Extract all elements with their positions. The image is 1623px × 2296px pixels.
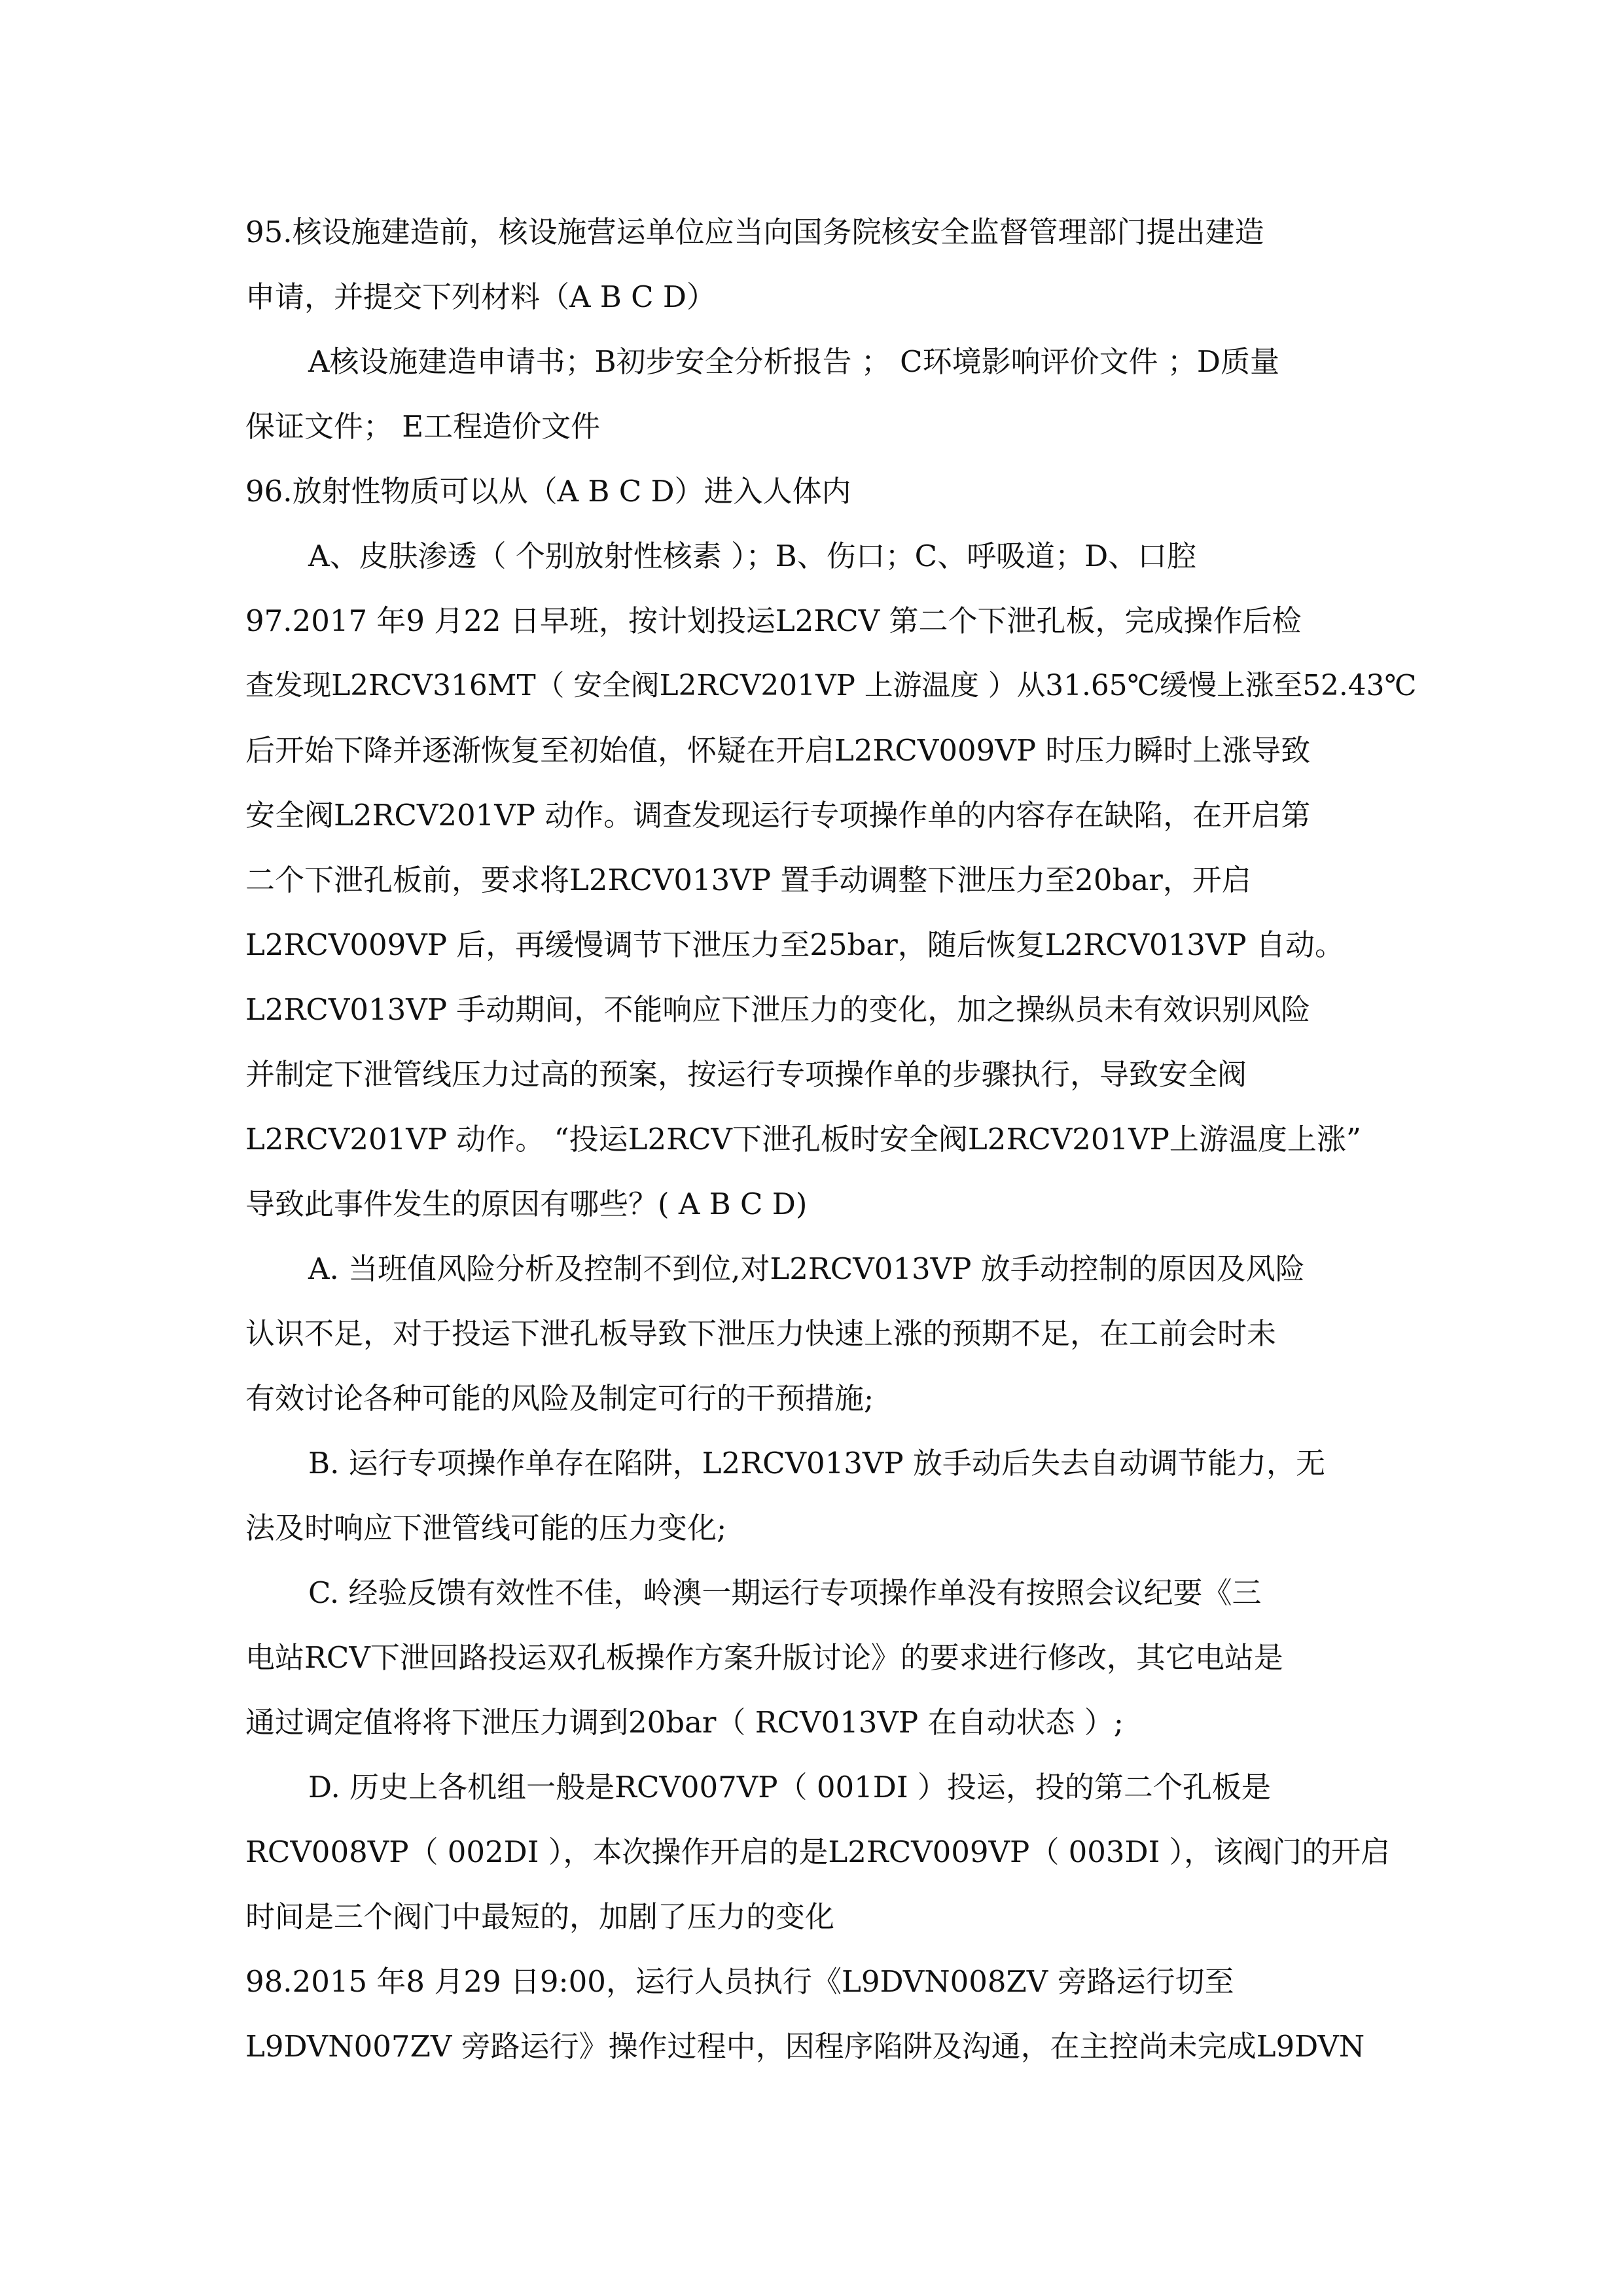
text-line: D. 历史上各机组一般是RCV007VP（ 001DI ）投运，投的第二个孔板是	[308, 1770, 1271, 1804]
text-line: 后开始下降并逐渐恢复至初始值，怀疑在开启L2RCV009VP 时压力瞬时上涨导致	[245, 733, 1311, 768]
text-line: 97.2017 年9 月22 日早班，按计划投运L2RCV 第二个下泄孔板，完成操作后检	[245, 603, 1302, 638]
text-line: A核设施建造申请书；B初步安全分析报告 ； C环境影响评价文件 ；D质量	[308, 344, 1279, 379]
text-line: 96.放射性物质可以从（A B C D）进入人体内	[245, 474, 851, 509]
text-line: L9DVN007ZV 旁路运行》操作过程中，因程序陷阱及沟通，在主控尚未完成L9DVN	[245, 2029, 1365, 2064]
text-line: 并制定下泄管线压力过高的预案，按运行专项操作单的步骤执行，导致安全阀	[245, 1057, 1247, 1092]
text-line: RCV008VP（ 002DI ），本次操作开启的是L2RCV009VP（ 003DI ），该阀门的开启	[245, 1835, 1391, 1869]
text-line: 电站RCV下泄回路投运双孔板操作方案升版讨论》的要求进行修改，其它电站是	[245, 1640, 1283, 1675]
text-line: 95.核设施建造前，核设施营运单位应当向国务院核安全监督管理部门提出建造	[245, 215, 1264, 249]
text-line: 通过调定值将将下泄压力调到20bar（ RCV013VP 在自动状态 ）;	[245, 1705, 1124, 1740]
text-line: 认识不足，对于投运下泄孔板导致下泄压力快速上涨的预期不足，在工前会时未	[245, 1316, 1277, 1351]
text-line: L2RCV201VP 动作。 “投运L2RCV下泄孔板时安全阀L2RCV201VP上游温度上涨”	[245, 1122, 1361, 1157]
text-line: L2RCV013VP 手动期间，不能响应下泄压力的变化，加之操纵员未有效识别风险	[245, 992, 1311, 1027]
text-line: A、皮肤渗透（ 个别放射性核素 ）；B、伤口；C、呼吸道；D、口腔	[308, 539, 1197, 573]
document-body	[245, 200, 1417, 2079]
text-line: 法及时响应下泄管线可能的压力变化;	[245, 1511, 727, 1545]
text-line: 时间是三个阀门中最短的，加剧了压力的变化	[245, 1899, 835, 1934]
text-line: 98.2015 年8 月29 日9:00，运行人员执行《L9DVN008ZV 旁路运行切至	[245, 1964, 1234, 1999]
text-line: C. 经验反馈有效性不佳，岭澳一期运行专项操作单没有按照会议纪要《三	[308, 1575, 1262, 1610]
text-line: L2RCV009VP 后，再缓慢调节下泄压力至25bar，随后恢复L2RCV013VP 自动。	[245, 927, 1344, 962]
text-line: B. 运行专项操作单存在陷阱，L2RCV013VP 放手动后失去自动调节能力，无	[308, 1446, 1325, 1480]
text-line: 安全阀L2RCV201VP 动作。调查发现运行专项操作单的内容存在缺陷，在开启第	[245, 798, 1311, 833]
text-line: 有效讨论各种可能的风险及制定可行的干预措施;	[245, 1381, 874, 1416]
text-line: A. 当班值风险分析及控制不到位,对L2RCV013VP 放手动控制的原因及风险	[308, 1251, 1305, 1286]
text-line: 申请，并提交下列材料（A B C D）	[245, 279, 716, 314]
text-line: 二个下泄孔板前，要求将L2RCV013VP 置手动调整下泄压力至20bar，开启	[245, 863, 1251, 897]
text-line: 导致此事件发生的原因有哪些？( A B C D)	[245, 1187, 808, 1221]
text-line: 保证文件； E工程造价文件	[245, 409, 601, 444]
text-line: 查发现L2RCV316MT（ 安全阀L2RCV201VP 上游温度 ）从31.65℃缓慢上涨至52.43℃	[245, 669, 1417, 702]
